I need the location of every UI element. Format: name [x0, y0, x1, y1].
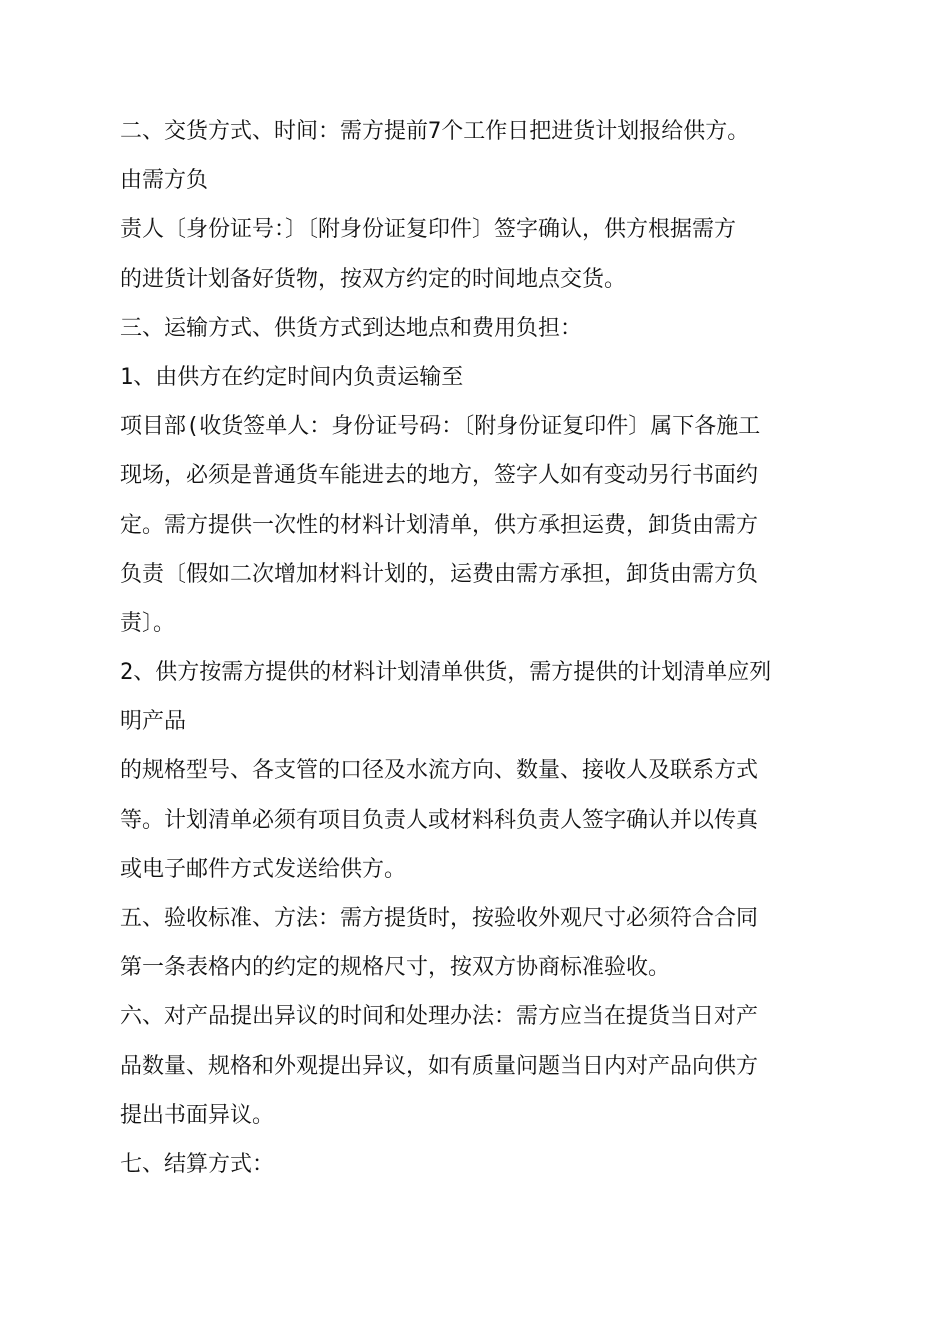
- text-line: 负责〔假如二次增加材料计划的，运费由需方承担，卸货由需方负: [120, 561, 759, 587]
- text-line: 责〕。: [120, 610, 176, 636]
- text-line: 定。需方提供一次性的材料计划清单，供方承担运费，卸货由需方: [120, 512, 759, 538]
- text-line: 提出书面异议。: [120, 1102, 275, 1128]
- text-line: 责人〔身份证号：〕〔附身份证复印件〕签字确认，供方根据需方: [120, 217, 737, 243]
- text-line: 现场，必须是普通货车能进去的地方，签字人如有变动另行书面约: [120, 463, 759, 489]
- contract-text: [120, 107, 840, 1189]
- text-line: 二、交货方式、时间：需方提前7个工作日把进货计划报给供方。: [120, 119, 750, 144]
- text-line: 明产品: [120, 709, 187, 735]
- text-line: 三、运输方式、供货方式到达地点和费用负担：: [120, 315, 583, 341]
- text-line: 的规格型号、各支管的口径及水流方向、数量、接收人及联系方式: [120, 758, 759, 784]
- text-line: 七、结算方式：: [120, 1151, 275, 1177]
- text-line: 品数量、规格和外观提出异议，如有质量问题当日内对产品向供方: [120, 1053, 759, 1079]
- text-line: 的进货计划备好货物，按双方约定的时间地点交货。: [120, 266, 627, 292]
- text-line: 等。计划清单必须有项目负责人或材料科负责人签字确认并以传真: [120, 807, 759, 833]
- text-line: 1、由供方在约定时间内负责运输至: [120, 364, 464, 390]
- text-line: 项目部(收货签单人：身份证号码：〔附身份证复印件〕属下各施工: [120, 414, 761, 440]
- text-line: 由需方负: [120, 168, 209, 194]
- text-line: 或电子邮件方式发送给供方。: [120, 856, 407, 882]
- text-line: 五、验收标准、方法：需方提货时，按验收外观尺寸必须符合合同: [120, 906, 759, 931]
- text-line: 第一条表格内的约定的规格尺寸，按双方协商标准验收。: [120, 955, 671, 981]
- text-line: 六、对产品提出异议的时间和处理办法：需方应当在提货当日对产: [120, 1004, 759, 1030]
- text-line: 2、供方按需方提供的材料计划清单供货，需方提供的计划清单应列: [120, 660, 772, 686]
